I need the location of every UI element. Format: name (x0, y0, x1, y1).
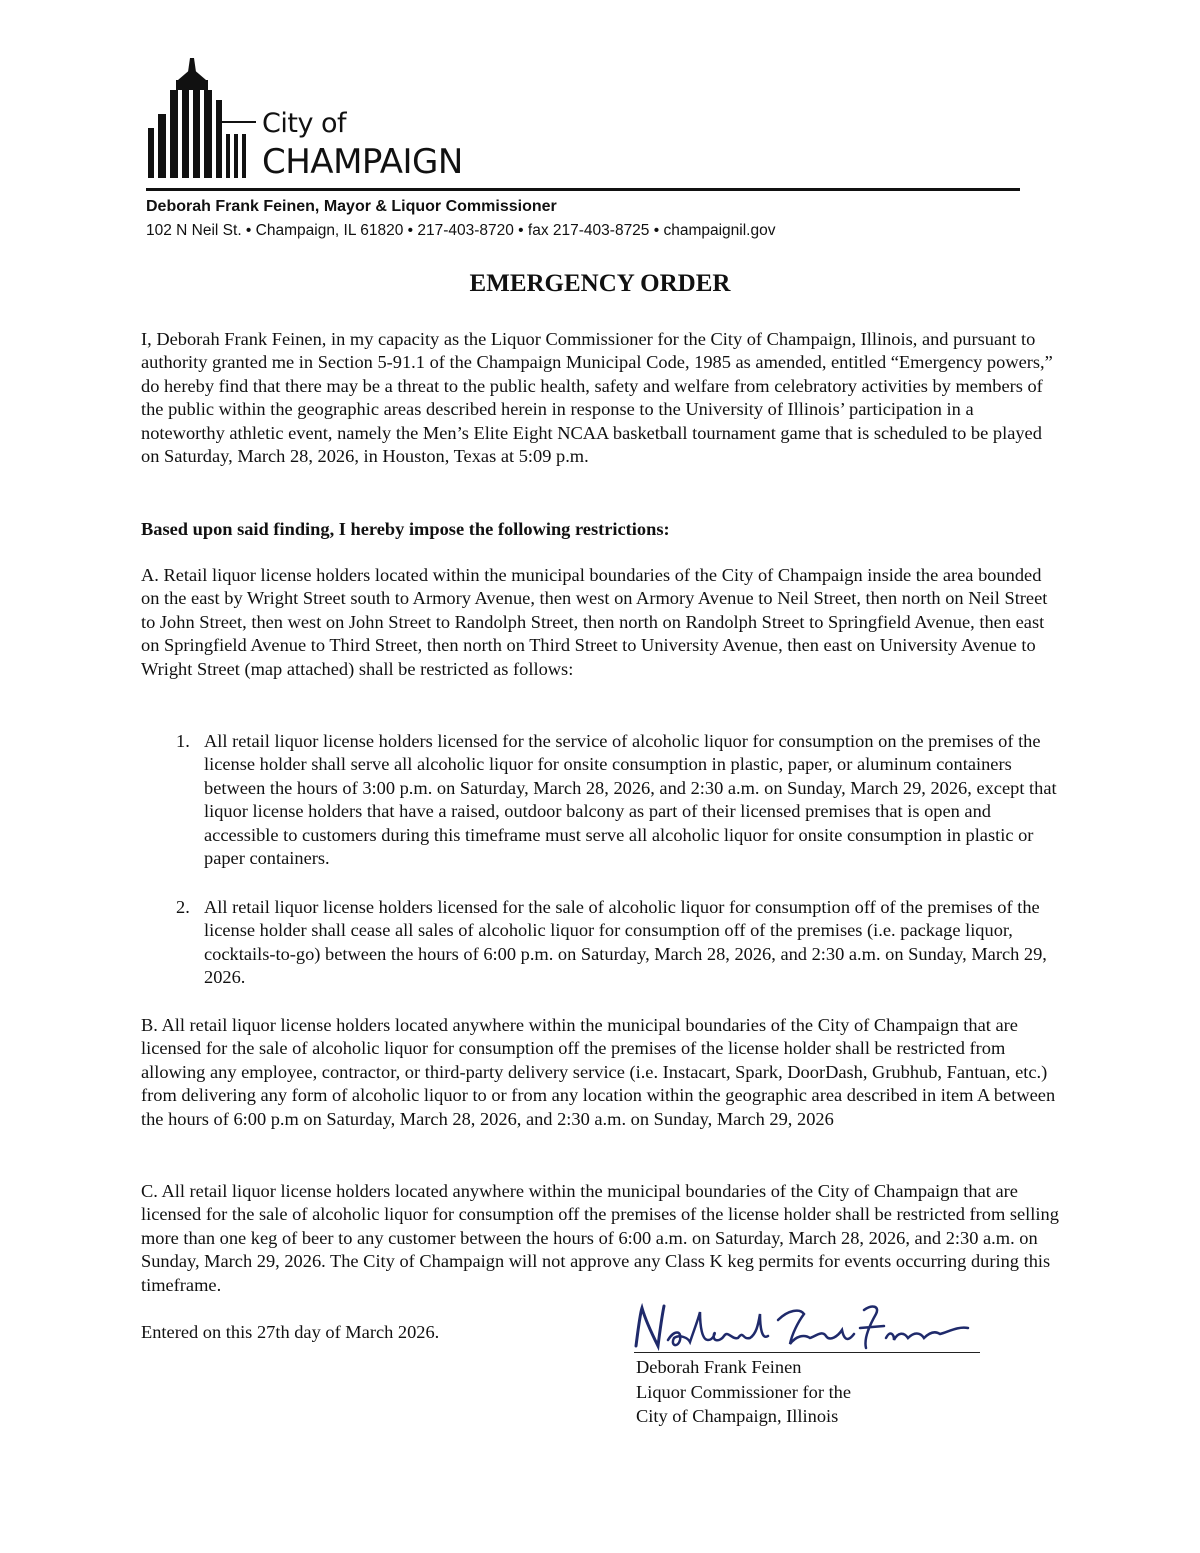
section-c-paragraph: C. All retail liquor license holders located anywhere within the municipal boundaries of the City of Champaign that are licensed for the sale of alcoholic liquor for consumption off the premises of the license holder shall be restricted from selling more than one keg of beer to any customer between the hours of 6:00 a.m. on Saturday, March 28, 2026, and 2:30 a.m. on Sunday, March 29, 2026. The City of Champaign will not approve any Class K keg permits for events occurring during this timeframe. (141, 1181, 1059, 1295)
list-item (170, 730, 1060, 870)
signer-block (636, 1355, 851, 1429)
city-name-label: CHAMPAIGN (262, 142, 463, 182)
signer-title-line-1: Liquor Commissioner for the (636, 1381, 852, 1402)
list-item-text: All retail liquor license holders licensed for the service of alcoholic liquor for consumption on the premises of the license holder shall serve all alcoholic liquor for onsite consumption in plastic, paper, or aluminum containers between the hours of 3:00 p.m. on Saturday, March 28, 2026, and 2:30 a.m. on Sunday, March 29, 2026, except that liquor license holders that have a raised, outdoor balcony as part of their licensed premises that is open and accessible to customers during this timeframe must serve all alcoholic liquor for onsite consumption in plastic or paper containers. (204, 731, 1057, 869)
mayor-line: Deborah Frank Feinen, Mayor & Liquor Commissioner (146, 198, 557, 215)
intro-paragraph: I, Deborah Frank Feinen, in my capacity as the Liquor Commissioner for the City of Champaign, Illinois, and pursuant to authority granted me in Section 5-91.1 of the Champaign Municipal Code, 1985 as amended, entitled “Emergency powers,” do hereby find that there may be a threat to the public health, safety and welfare from celebratory activities by members of the public within the geographic areas described herein in response to the University of Illinois’ participation in a noteworthy athletic event, namely the Men’s Elite Eight NCAA basketball tournament game that is scheduled to be played on Saturday, March 28, 2026, in Houston, Texas at 5:09 p.m. (141, 329, 1053, 467)
signature-line (634, 1352, 980, 1353)
restrictions-heading: Based upon said finding, I hereby impose the following restrictions: (141, 519, 670, 539)
list-item-number: 2. (176, 897, 190, 917)
section-b-paragraph: B. All retail liquor license holders located anywhere within the municipal boundaries of the City of Champaign that are licensed for the sale of alcoholic liquor for consumption off the premises of the license holder shall be restricted from allowing any employee, contractor, or third-party delivery service (i.e. Instacart, Spark, DoorDash, Grubhub, Fantuan, etc.) from delivering any form of alcoholic liquor to or from any location within the geographic area described in item A between the hours of 6:00 p.m on Saturday, March 28, 2026, and 2:30 a.m. on Sunday, March 29, 2026 (141, 1015, 1056, 1129)
document-title: EMERGENCY ORDER (469, 270, 731, 297)
list-item-text: All retail liquor license holders licensed for the sale of alcoholic liquor for consumption off of the premises of the license holder shall cease all sales of alcoholic liquor for consumption off of the premises (i.e. package liquor, cocktails-to-go) between the hours of 6:00 p.m. on Saturday, March 28, 2026, and 2:30 a.m. on Sunday, March 29, 2026. (204, 897, 1047, 988)
letterhead-divider (146, 188, 1020, 191)
city-of-label: City of (262, 108, 347, 139)
handwritten-signature (628, 1300, 988, 1360)
signer-name: Deborah Frank Feinen (636, 1357, 802, 1377)
address-line: 102 N Neil St. • Champaign, IL 61820 • 217-403-8720 • fax 217-403-8725 • champaignil.gov (146, 222, 776, 239)
list-item-number: 1. (176, 731, 190, 751)
section-a-paragraph: A. Retail liquor license holders located within the municipal boundaries of the City of Champaign inside the area bounded on the east by Wright Street south to Armory Avenue, then west on Armory Avenue to Neil Street, then north on Neil Street to John Street, then west on John Street to Randolph Street, then north on Randolph Street to Springfield Avenue, then east on Springfield Avenue to Third Street, then north on Third Street to University Avenue, then east on University Avenue to Wright Street (map attached) shall be restricted as follows: (141, 565, 1048, 679)
entered-date: Entered on this 27th day of March 2026. (141, 1322, 440, 1342)
list-item (170, 896, 1060, 990)
signer-title-line-2: City of Champaign, Illinois (636, 1406, 839, 1426)
